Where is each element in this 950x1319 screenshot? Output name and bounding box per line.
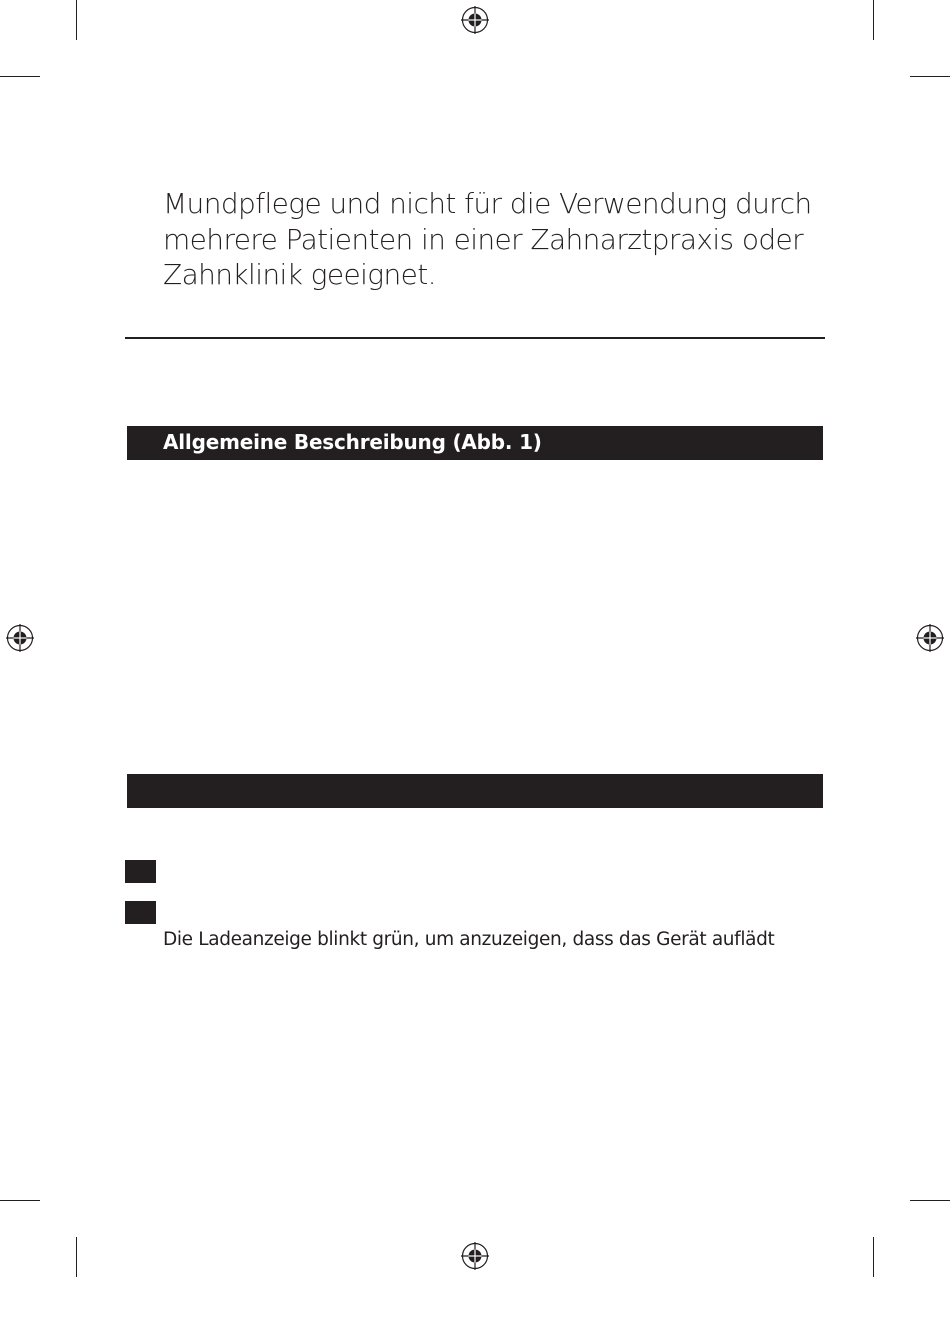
- step-2-text: Die Ladeanzeige blinkt grün, um anzuzeigen, dass das Gerät auflädt: [163, 929, 775, 950]
- crop-mark-top-right-vertical: [873, 0, 874, 40]
- registration-mark-icon: [461, 6, 489, 34]
- crop-mark-bottom-left-vertical: [76, 1237, 77, 1277]
- crop-mark-bottom-left-horizontal: [0, 1200, 40, 1201]
- section-divider: [125, 337, 825, 339]
- crop-mark-bottom-right-horizontal: [910, 1200, 950, 1201]
- step-number-box-1: [125, 860, 156, 883]
- general-description-heading: Allgemeine Beschreibung (Abb. 1): [163, 430, 542, 454]
- crop-mark-top-right-horizontal: [910, 76, 950, 77]
- registration-mark-icon: [461, 1242, 489, 1270]
- step-number-box-2: [125, 901, 156, 924]
- crop-mark-top-left-horizontal: [0, 76, 40, 77]
- registration-mark-icon: [916, 624, 944, 652]
- intro-line: Mundpflege und nicht für die Verwendung durch: [163, 187, 812, 220]
- registration-mark-icon: [6, 624, 34, 652]
- intro-line: mehrere Patienten in einer Zahnarztpraxis oder: [163, 222, 804, 256]
- crop-mark-bottom-right-vertical: [873, 1237, 874, 1277]
- general-description-heading-bar: [127, 426, 823, 460]
- crop-mark-top-left-vertical: [76, 0, 77, 40]
- intro-line: Zahnklinik geeignet.: [163, 258, 436, 291]
- second-section-heading-bar: [127, 774, 823, 808]
- intro-paragraph: [163, 186, 823, 293]
